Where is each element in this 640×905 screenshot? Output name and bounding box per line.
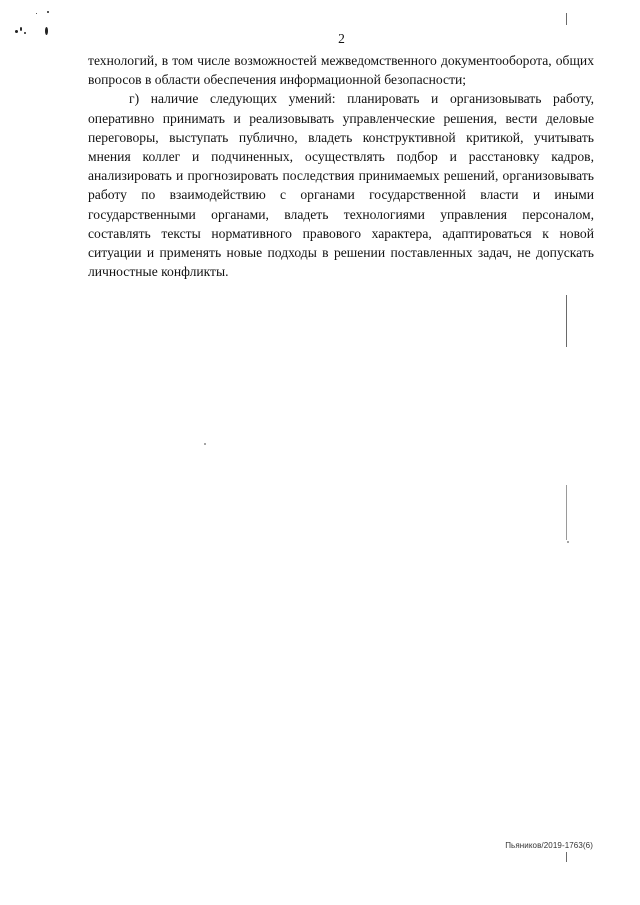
document-body: [88, 51, 594, 281]
scan-edge-mark: [566, 485, 567, 540]
paragraph-skills: г) наличие следующих умений: планировать и организовывать работу, оперативно принимать и реализовывать управленческие решения, вести деловые переговоры, выступать публично, владеть конструктивной критикой, учитывать мнения коллег и подчиненных, осуществлять подбор и расстановку кадров, анализировать и прогнозировать последствия принимаемых решений, организовывать работу по взаимодействию с органами государственной власти и иными государственными органами, владеть технологиями управления персоналом, составлять тексты нормативного правового характера, адаптироваться к новой ситуации и применять новые подходы в решении поставленных задач, не допускать личностные конфликты.: [88, 91, 594, 280]
scan-speck: [204, 443, 206, 445]
scan-edge-mark: [566, 295, 567, 347]
page-number: 2: [338, 31, 345, 46]
scan-speck: [567, 541, 569, 543]
scan-edge-mark: [566, 13, 567, 25]
scan-edge-mark: [566, 852, 567, 862]
paragraph-continuation: технологий, в том числе возможностей межведомственного документооборота, общих вопросов в области обеспечения информационной безопасности;: [88, 53, 594, 88]
document-code: Пьяников/2019-1763(6): [505, 841, 593, 850]
